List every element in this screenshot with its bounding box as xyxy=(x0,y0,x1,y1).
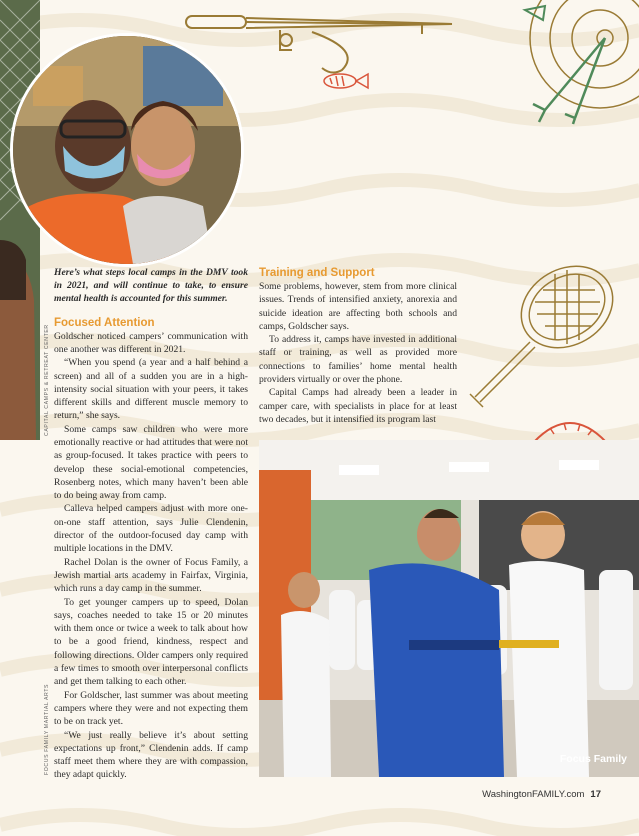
paragraph: Capital Camps had already been a leader in camper care, with specialists in place for at least two decades, but it intensified its program last xyxy=(259,387,457,425)
paragraph: Some problems, however, stem from more clinical issues. Trends of intensified anxiety, anorexia and suicide ideation are affecting both schools and camps, Goldscher says. xyxy=(259,281,457,332)
photo-caption: Focus Family xyxy=(559,753,627,765)
paragraph: Some camps saw children who were more emotionally reactive or had attitudes that were not as group-focused. It takes practice with peers to develop these social-emotional competencies, Rosenberg notes, which many haven’t been able to do being away from camp. xyxy=(54,423,248,502)
paragraph: Rachel Dolan is the owner of Focus Family, a Jewish martial arts academy in Fairfax, Virginia, which runs a day camp in the summer. xyxy=(54,556,248,595)
page-footer xyxy=(482,789,601,800)
paragraph: Goldscher noticed campers’ communication with one another was different in 2021. xyxy=(54,330,248,355)
paragraph: To address it, camps have invested in additional staff or training, as well as provided more connections to families’ home mental health providers virtually or over the phone. xyxy=(259,334,457,386)
paragraph: Calleva helped campers adjust with more one-on-one staff attention, says Julie Clendenin, director of the outdoor-focused day camp with multiple locations in the DMV. xyxy=(54,503,248,555)
page-number: 17 xyxy=(590,789,601,800)
photo-credit-bottom: FOCUS FAMILY MARTIAL ARTS xyxy=(44,683,50,775)
paragraph: For Goldscher, last summer was about meeting campers where they were and not expecting them to be on track yet. xyxy=(54,689,248,728)
left-column xyxy=(54,266,248,782)
martial-arts-photo xyxy=(259,440,639,777)
archery-target-doodle xyxy=(505,0,639,125)
tennis-racket-doodle xyxy=(455,262,625,412)
right-column xyxy=(259,266,457,426)
paragraph: “When you spend (a year and a half behind a screen) and all of a sudden you are in a high-intensity social situation with your peers, it takes different skills and different muscle memory to return,” she says. xyxy=(54,357,248,422)
fish-icon xyxy=(324,74,368,88)
ball-doodle xyxy=(530,418,610,442)
paragraph: To get younger campers up to speed, Dolan says, coaches needed to take 15 or 20 minutes with them once or twice a week to talk about how to be a good friend, kindness, respect and following directions. Older campers only required a few times to smooth over interpersonal conflicts and get them talking to each other. xyxy=(54,596,248,688)
fishing-rod-doodle xyxy=(182,10,457,95)
heading-training-support: Training and Support xyxy=(259,267,375,279)
paragraph: “We just really believe it’s about setting expectations up front,” Clendenin adds. If camp staff meet them where they are with compassion, they adapt quickly. xyxy=(54,729,248,781)
heading-focused-attention: Focused Attention xyxy=(54,316,155,329)
intro-text: Here’s what steps local camps in the DMV took in 2021, and will continue to take, to ensure mental health is accounted for this summer. xyxy=(54,267,248,305)
footer-site: WashingtonFAMILY.com xyxy=(482,789,585,800)
photo-credit-top: CAPITAL CAMPS & RETREAT CENTER xyxy=(44,324,50,436)
